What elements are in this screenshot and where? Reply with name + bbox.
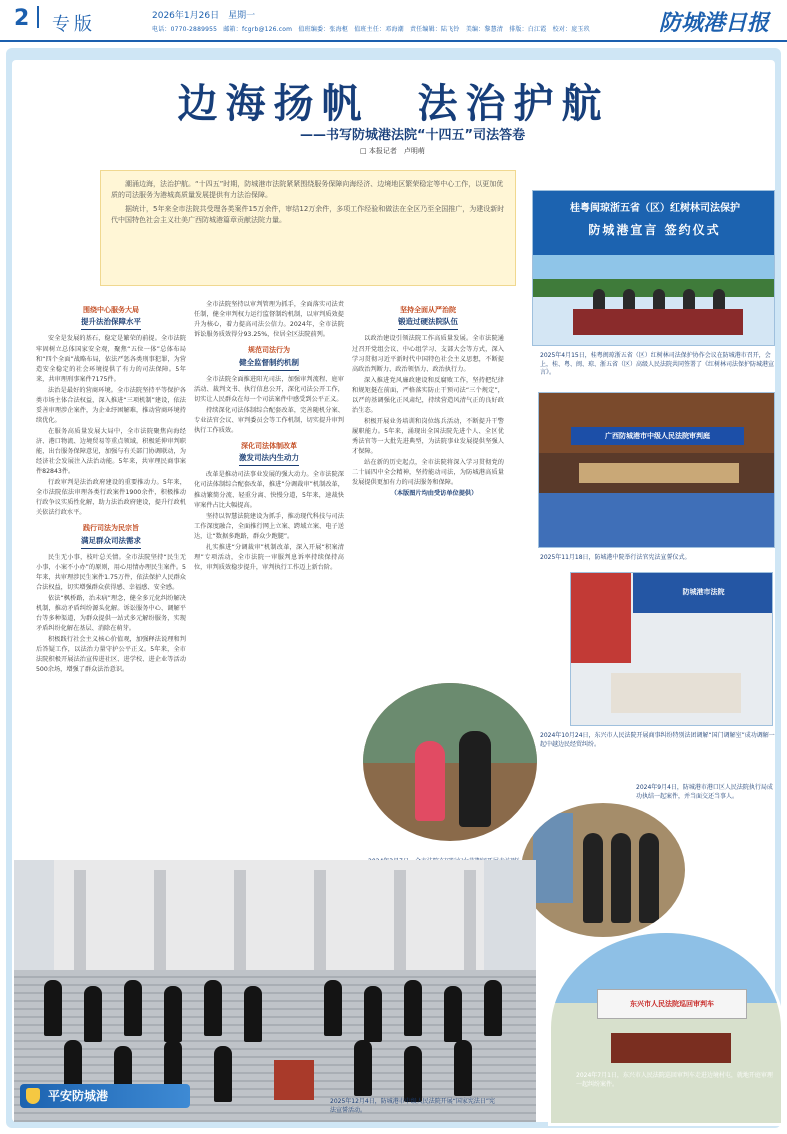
hall-desk [579, 463, 739, 483]
section-title: 锻造过硬法院队伍 [398, 316, 458, 330]
judge-figure [444, 986, 462, 1042]
intro-paragraph: 潮涌边海，法治护航。“十四五”时期，防城港市法院紧紧围绕服务保障向海经济、边境地区繁荣稳定等中心工作，以更加优质的司法服务为港城高质量发展提供有力法治保障。 [111, 180, 504, 199]
photo-caption: 2025年4月15日，桂粤闽琼浙五省（区）红树林司法保护协作会议在防城港市召开，会上，桂、粤、闽、琼、浙五省（区）高级人民法院共同签署了《红树林司法保护防城港宣言》。 [540, 352, 775, 377]
page-number-text: 2 [14, 6, 30, 31]
photo-source-note: （本版图片均由受访单位提供） [390, 490, 478, 498]
judge-figure [324, 980, 342, 1036]
section-title: 提升法治保障水平 [81, 316, 141, 330]
photo-caption: 2025年11月18日，防城港中院举行法官宪法宣誓仪式。 [540, 554, 691, 561]
judge-figure [404, 980, 422, 1036]
divider [37, 6, 39, 28]
court-desk [611, 1033, 731, 1063]
mediation-table [611, 673, 741, 713]
section-heading [36, 305, 186, 330]
section-title: 激发司法内生动力 [239, 452, 299, 466]
blue-poster [633, 573, 773, 613]
article-paragraph: 全市法院全面推进阳光司法，加强审判流程、庭审活动、裁判文书、执行信息公开，深化司法公开工作，切实让人民群众在每一个司法案件中感受到公平正义。 [194, 375, 344, 403]
photo-caption: 2024年9月4日，防城港市港口区人民法院执行局成功执结一起案件，并当面交还当事人。 [636, 784, 773, 800]
bus-label: 东兴市人民法院巡回审判车 [630, 1000, 714, 1008]
section-kicker: 围绕中心服务大局 [83, 306, 139, 314]
article-paragraph: 安全是发展的基石，稳定是繁荣的前提。全市法院牢固树立总体国家安全观，聚焦“五位一体”总体布局和“四个全面”战略布局，依法严惩各类刑事犯罪，为营造安全稳定的社会环境提供了有力的司法保障。5年来，共审理刑事案件7175件。 [36, 335, 186, 383]
judge-figure [404, 1046, 422, 1102]
masthead [0, 0, 787, 42]
photo-signing-ceremony [532, 190, 775, 346]
article-column-2 [194, 300, 344, 856]
photo-wall [363, 683, 540, 763]
article-paragraph: 持续深化司法体制综合配套改革，完善随机分案、专业法官会议、审判委员会等工作机制，切实提升审判执行工作质效。 [194, 406, 344, 434]
oath-podium [274, 1060, 314, 1100]
article-paragraph: 积极开展业务培训和岗位练兵活动，不断提升干警履职能力。5年来，涌现出全国法院先进个人、全区优秀法官等一大批先进典型，为法院事业发展提供坚强人才保障。 [352, 417, 504, 455]
photo-caption: 2024年7月1日，东兴市人民法院巡回审判车走进边境村屯，就地开庭审理一起纠纷案件。 [576, 1072, 773, 1088]
article-paragraph: 积极践行社会主义核心价值观，加强释法说理和判后答疑工作，以法治力量守护公平正义。5年来，全市法院积极开展法治宣传进社区、进学校、进企业等活动500余场，增强了群众法治意识。 [36, 636, 186, 674]
section-kicker: 规范司法行为 [248, 346, 290, 355]
photo-visit-elderly [360, 680, 540, 844]
page-headline: 边海扬帆 法治护航 [177, 80, 610, 127]
article-paragraph: 站在新的历史起点，全市法院将深入学习贯彻党的二十届四中全会精神，坚持能动司法，为防城港高质量发展提供更加有力的司法服务和保障。 [352, 459, 504, 487]
judge-figure [204, 980, 222, 1036]
photo-door [533, 813, 573, 903]
person-figure [611, 833, 631, 923]
article-paragraph: 依法“枫桥路，治未病”理念，健全多元化纠纷解决机制，推动矛盾纠纷源头化解。诉讼服务中心、调解平台等多种渠道，为群众提供一站式多元解纷服务，实现矛盾纠纷化解在基层、消除在萌芽。 [36, 594, 186, 633]
judge-figure [84, 986, 102, 1042]
section-title: 健全监督制约机制 [239, 357, 299, 371]
building-column [74, 870, 86, 970]
article-paragraph: 在服务高质量发展大局中，全市法院聚焦向海经济、港口物流、边境贸易等重点领域，积极延伸审判职能，出台服务保障意见，加强与有关部门协调联动，为经济社会发展注入法治动能。5年来，共审理民商事案件82843件。 [36, 427, 186, 476]
signing-table [573, 309, 743, 335]
red-poster [571, 573, 631, 663]
hall-seats [539, 493, 775, 548]
person-figure [639, 833, 659, 923]
section-heading [36, 523, 186, 548]
hall-banner: 广西防城港市中级人民法院审判庭 [571, 427, 744, 445]
photo-mediation-booth [570, 572, 773, 726]
section-kicker: 坚持全面从严治院 [400, 306, 456, 314]
page-subheadline: ——书写防城港法院“十四五”司法答卷 [300, 128, 526, 143]
judge-figure [484, 980, 502, 1036]
editor-credits: 电话：0770-2889955 邮箱：fcgrb@126.com 值班编委：张海枢 值班主任：邓海潮 责任编辑：陆飞铃 美编：黎慧清 排版：白江霞 校对：庞玉玖 [152, 26, 590, 33]
article-paragraph: 扎实推进“分调裁审”机制改革，深入开展“积案清理”专项活动，全市法院一审服判息诉率持续保持高位，审判质效稳步提升，审判执行工作迈上新台阶。 [194, 543, 344, 571]
section-name: 专版 [52, 14, 96, 35]
photo-conference-hall [538, 392, 775, 548]
byline: □ 本报记者 卢明萌 [360, 147, 425, 155]
building-column [234, 870, 246, 970]
judge-figure [164, 986, 182, 1042]
person-figure [583, 833, 603, 923]
section-heading [194, 345, 344, 370]
building-column [394, 870, 406, 970]
article-paragraph: 改革是推动司法事业发展的强大动力。全市法院深化司法体制综合配套改革，推进“分调裁审”机制改革，推动繁简分流、轻重分离、快慢分道，5年来，速裁快审案件占比大幅提高。 [194, 471, 344, 509]
photo-oath-ceremony [14, 860, 536, 1122]
judge-figure [364, 986, 382, 1042]
poster-text: 防城港市法院 [682, 588, 725, 596]
judge-figure [244, 986, 262, 1042]
article-paragraph: 行政审判是法治政府建设的重要推动力。5年来，全市法院依法审理各类行政案件1900余件，积极推动行政争议实质性化解，助力法治政府建设，提升行政机关依法行政水平。 [36, 479, 186, 517]
court-building [54, 860, 484, 970]
article-paragraph: 坚持以智慧法院建设为抓手，推动现代科技与司法工作深度融合，全面推行网上立案、跨域立案、电子送达，让“数据多跑路，群众少跑腿”。 [194, 512, 344, 540]
section-title: 满足群众司法需求 [81, 535, 141, 549]
article-paragraph: 深入推进党风廉政建设和反腐败工作，坚持把纪律和规矩挺在前面，严格落实防止干预司法“三个规定”，以严的基调强化正风肃纪，持续营造风清气正的良好政治生态。 [352, 376, 504, 414]
photo-caption: 2024年10月24日，东兴市人民法院开展商事纠纷特别法团调解“国门调解室”成功调解一起中越边民经贸纠纷。 [540, 732, 775, 748]
newspaper-logo: 防城港日报 [658, 10, 769, 36]
photo-caption: 2025年12月4日，防城港市中级人民法院开展“国家宪法日”宪法宣誓活动。 [330, 1098, 495, 1114]
intro-paragraph: 据统计，5年来全市法院共受理各类案件15万余件，审结12万余件，多项工作经验和做法在全区乃至全国推广，为建设新时代中国特色社会主义壮美广西防城港篇章贡献法院力量。 [111, 204, 505, 224]
person-figure [459, 731, 491, 827]
article-column-1 [36, 300, 186, 856]
article-paragraph: 法治是最好的营商环境。全市法院坚持平等保护各类市场主体合法权益，深入推进“三项机制”建设，依法妥善审理涉企案件，为企业纾困解难，推动营商环境持续优化。 [36, 386, 186, 424]
judge-figure [354, 1040, 372, 1096]
article-paragraph: 以政治建设引领法院工作高质量发展。全市法院通过召开党组会议、中心组学习、支部大会等方式，深入学习贯彻习近平新时代中国特色社会主义思想，不断提高政治判断力、政治领悟力、政治执行力。 [352, 335, 504, 373]
banner-subtitle: 防城港宣言 签约仪式 [588, 223, 721, 237]
article-column-3 [352, 300, 504, 672]
ping-an-logo [20, 1084, 190, 1108]
issue-date: 2026年1月26日 星期一 [152, 11, 256, 21]
photo-home-visit [518, 800, 688, 940]
section-heading [352, 305, 504, 330]
mobile-court-bus [597, 989, 747, 1019]
page-number [14, 6, 47, 31]
judge-figure [214, 1046, 232, 1102]
article-paragraph: 民生无小事，枝叶总关情。全市法院坚持“民生无小事，小案不小办”的原则，用心用情办理民生案件。5年来，共审理涉民生案件1.75万件，依法保护人民群众合法权益，切实增强群众获得感、幸福感、安全感。 [36, 553, 186, 591]
intro-box [100, 170, 516, 286]
article-paragraph: 全市法院坚持以审判管理为抓手，全面落实司法责任制，健全审判权力运行监督制约机制，以审判质效提升为核心，着力提高司法公信力。2024年，全市法院诉讼服务质效得分93.25%，位居全区法院前列。 [194, 301, 344, 339]
section-heading [194, 441, 344, 466]
person-figure [415, 741, 445, 821]
logo-text: 平安防城港 [48, 1089, 109, 1103]
section-kicker: 深化司法体制改革 [241, 441, 297, 450]
judge-figure [124, 980, 142, 1036]
building-column [464, 870, 476, 970]
building-column [314, 870, 326, 970]
banner-title: 桂粤闽琼浙五省（区）红树林司法保护 [570, 203, 740, 214]
building-column [154, 870, 166, 970]
judge-figure [44, 980, 62, 1036]
judge-figure [454, 1040, 472, 1096]
photo-mobile-court [548, 930, 784, 1126]
section-kicker: 践行司法为民宗旨 [83, 524, 139, 533]
shield-icon [26, 1088, 40, 1104]
